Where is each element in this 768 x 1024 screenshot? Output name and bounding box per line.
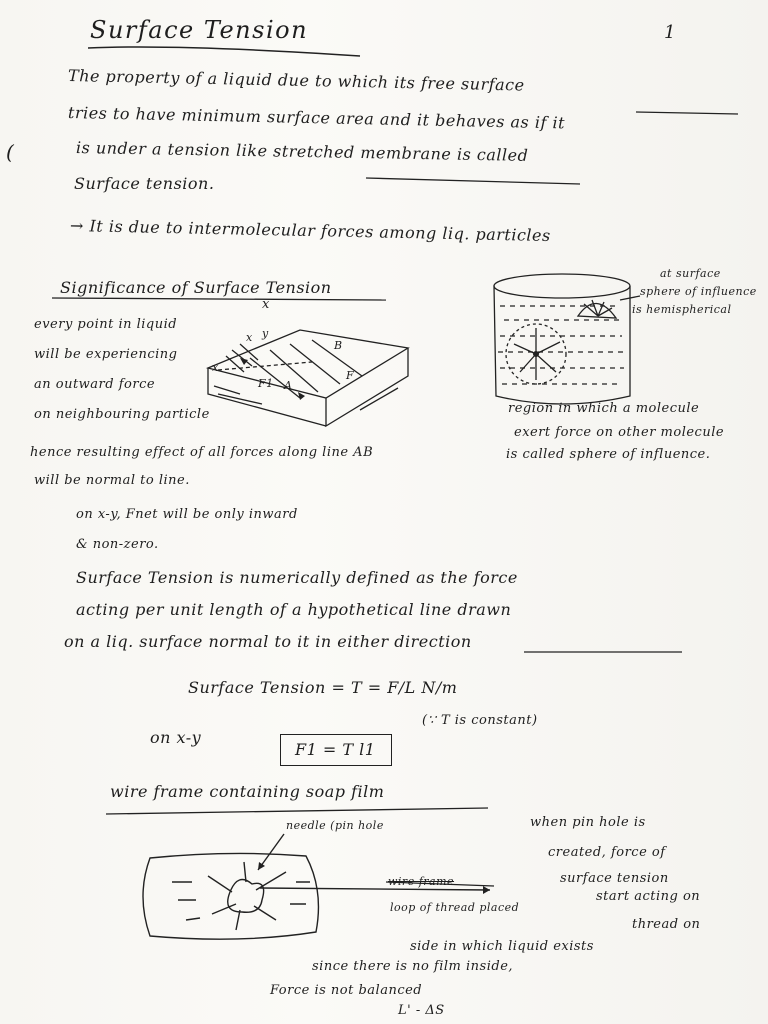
pin-hole-text-3: surface tension [560,871,669,886]
diagram-label-y-top: y [262,327,269,340]
loop-thread-label: loop of thread placed [390,901,520,914]
significance-heading: Significance of Surface Tension [60,278,332,297]
diagram-label-b: B [334,339,343,352]
definition-line-2: tries to have minimum surface area and it behaves as if it [67,103,566,133]
sphere-caption-1: region in which a molecule [508,401,700,416]
pin-hole-text-6: side in which liquid exists [410,939,594,954]
struck-wire-frame-label: wire frame [388,875,455,888]
numeric-def-line-2: acting per unit length of a hypothetical line drawn [76,600,512,619]
numeric-def-line-1: Surface Tension is numerically defined as the force [76,568,518,587]
constant-note: (∵ T is constant) [422,713,538,728]
significance-left-line-3: an outward force [34,377,156,392]
diagram-label-f1: F1 [258,377,274,390]
page-number: 1 [664,22,676,43]
wire-frame-heading: wire frame containing soap film [110,782,385,801]
on-xy-label: on x-y [150,728,202,747]
numeric-def-line-3: on a liq. surface normal to it in either direction [64,632,472,651]
net-force-line-2: & non-zero. [76,537,159,552]
diagram-label-f: F [346,369,355,382]
pin-hole-text-1: when pin hole is [530,815,646,830]
margin-mark: ( [6,140,15,164]
definition-line-1: The property of a liquid due to which its free surface [67,66,525,95]
sphere-caption-3: is called sphere of influence. [506,447,711,462]
resulting-effect-line-2: will be normal to line. [34,473,190,488]
net-force-line-1: on x-y, Fnet will be only inward [76,507,298,522]
page-title: Surface Tension [90,16,309,44]
sphere-note-2: sphere of influence [640,285,757,298]
film-inside-text: since there is no film inside, [312,959,514,974]
definition-line-3: is under a tension like stretched membrane is called [75,138,529,165]
needle-label: needle (pin hole [286,819,384,832]
definition-bullet: → It is due to intermolecular forces among liq. particles [69,216,551,246]
significance-x-mark: x [262,297,270,312]
significance-left-line-2: will be experiencing [34,347,178,362]
pin-hole-text-4: start acting on [596,889,701,904]
diagram-label-x-top: x [246,331,253,344]
pin-hole-text-2: created, force of [548,845,666,860]
diagram-label-a: A [284,379,293,392]
significance-left-line-1: every point in liquid [34,317,178,332]
resulting-effect-line-1: hence resulting effect of all forces along line AB [30,445,374,460]
boxed-formula-text: F1 = T l1 [295,740,376,759]
length-expression: L' - ΔS [398,1003,445,1018]
definition-line-4: Surface tension. [74,174,215,193]
surface-tension-formula: Surface Tension = T = F/L N/m [188,678,458,697]
significance-left-line-4: on neighbouring particle [34,407,210,422]
sphere-caption-2: exert force on other molecule [514,425,725,440]
pin-hole-text-5: thread on [632,917,701,932]
sphere-note-3: is hemispherical [632,303,732,316]
force-not-balanced-text: Force is not balanced [270,983,423,998]
diagram-label-x-left: x [212,361,219,374]
sphere-note-1: at surface [660,267,721,280]
